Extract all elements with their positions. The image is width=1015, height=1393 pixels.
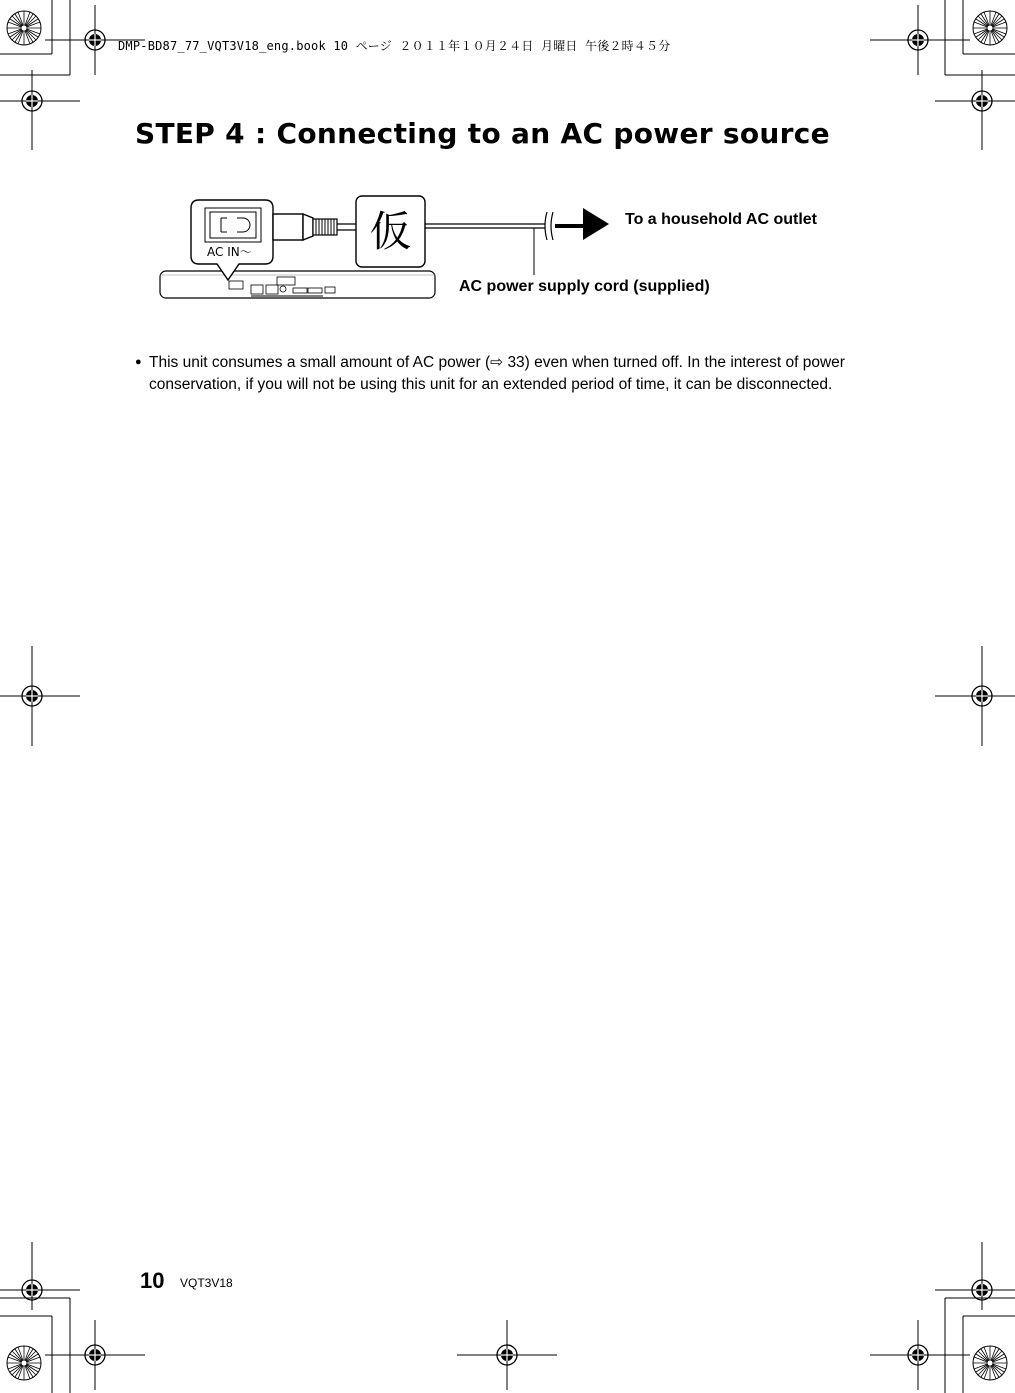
ac-connection-diagram: [155, 188, 855, 318]
power-plug: [273, 196, 425, 267]
ac-in-callout: [191, 200, 273, 280]
page-title: STEP 4 : Connecting to an AC power source: [135, 117, 830, 150]
print-header: DMP-BD87_77_VQT3V18_eng.book 10 ページ ２０１１年１０月２４日 月曜日 午後２時４５分: [118, 39, 671, 53]
power-cord: [425, 212, 585, 275]
bullet-icon: ●: [135, 356, 142, 368]
page-number: 10: [140, 1268, 165, 1293]
unit-rear-panel: [160, 271, 435, 298]
note-text: This unit consumes a small amount of AC power (⇨ 33) even when turned off. In the interest of power conservation, if you will not be using this unit for an extended period of time, it can be disconnected.: [149, 354, 845, 393]
plug-glyph: 仮: [369, 207, 412, 256]
arrow-right-icon: [583, 208, 609, 240]
cord-label: AC power supply cord (supplied): [459, 278, 710, 295]
ac-in-label: AC IN～: [207, 245, 252, 259]
power-note: [135, 352, 865, 395]
outlet-label: To a household AC outlet: [625, 211, 817, 228]
model-code: VQT3V18: [180, 1276, 233, 1290]
